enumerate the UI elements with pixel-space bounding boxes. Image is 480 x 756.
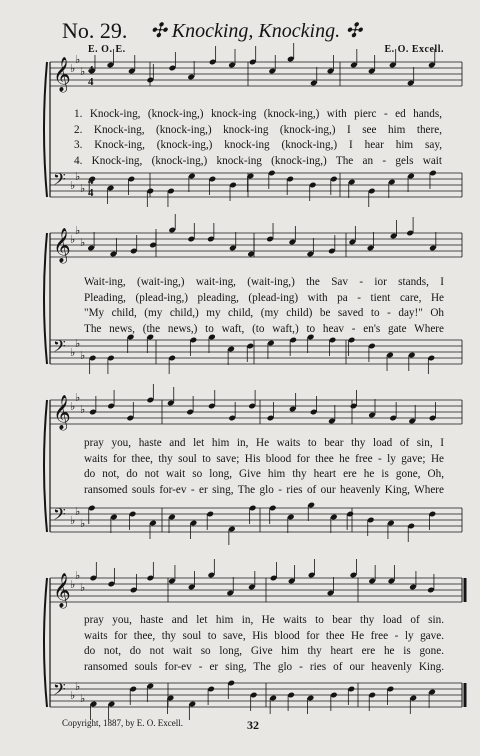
flat-icon: ♭	[75, 171, 81, 183]
flat-icon: ♭	[80, 404, 86, 416]
treble-clef-icon: 𝄞	[53, 228, 71, 263]
flat-icon: ♭	[70, 234, 76, 246]
lyric-text: "My child, (my child,) my child, (my child) be saved to - day!" Oh	[84, 307, 444, 319]
lyric-text: 3. Knock-ing, (knock-ing,) knock-ing (knock-ing,) I hear him say,	[74, 139, 442, 151]
lyric-text: do not, do not wait so long, Give him thy heart ere he is gone.	[84, 645, 444, 657]
lyric-text: waits for thee, thy soul to save; His blood for thee he free - ly gave; He	[84, 452, 444, 465]
flat-icon: ♭	[75, 570, 81, 582]
lyric-text: 1. Knock-ing, (knock-ing,) knock-ing (knock-ing,) with pierc - ed hands,	[74, 108, 442, 120]
flat-icon: ♭	[80, 350, 86, 362]
hymn-number: No. 29.	[62, 18, 128, 43]
flat-icon: ♭	[80, 582, 86, 594]
lyric-text: pray you, haste and let him in, He waits to bear thy load of sin, I	[84, 437, 444, 449]
lyric-text: pray you, haste and let him in, He waits to bear thy load of sin.	[84, 614, 444, 626]
brace-icon	[44, 62, 47, 197]
flat-icon: ♭	[75, 338, 81, 350]
flat-icon: ♭	[70, 180, 76, 192]
brace-icon	[44, 578, 47, 707]
flat-icon: ♭	[75, 225, 81, 237]
page-number: 32	[247, 718, 259, 732]
lyric-text: ransomed souls for-ev - er sing, The glo - ries of our heavenly King, Where	[84, 483, 444, 496]
bass-clef-icon: 𝄢	[53, 169, 66, 193]
ornament-left-icon: ✣	[150, 20, 167, 42]
flat-icon: ♭	[70, 690, 76, 702]
lyric-text: 4. Knock-ing, (knock-ing,) knock-ing (knock-ing,) The an - gels wait	[74, 154, 442, 167]
lyric-text: The news, (the news,) to waft, (to waft,) to heav - en's gate Where	[84, 322, 444, 335]
time-signature-top: 4	[88, 175, 94, 187]
flat-icon: ♭	[70, 515, 76, 527]
flat-icon: ♭	[75, 54, 81, 66]
brace-icon	[44, 233, 47, 364]
lyric-text: Pleading, (plead-ing,) pleading, (plead-ing) with pa - tient care, He	[84, 291, 444, 304]
flat-icon: ♭	[70, 63, 76, 75]
flat-icon: ♭	[70, 347, 76, 359]
copyright-notice: Copyright, 1887, by E. O. Excell.	[62, 718, 183, 728]
flat-icon: ♭	[80, 693, 86, 705]
lyric-text: 2. Knock-ing, (knock-ing,) knock-ing (knock-ing,) I see him there,	[74, 123, 442, 136]
flat-icon: ♭	[80, 237, 86, 249]
hymn-title-text: Knocking, Knocking.	[171, 20, 341, 42]
flat-icon: ♭	[80, 183, 86, 195]
lyric-text: do not, do not wait so long, Give him thy heart ere he is gone, Oh,	[84, 468, 444, 480]
lyric-text: ransomed souls for-ev - er sing, The glo - ries of our heavenly King.	[84, 660, 444, 673]
time-signature-bottom: 4	[88, 76, 94, 88]
flat-icon: ♭	[75, 681, 81, 693]
time-signature-top: 4	[88, 64, 94, 76]
music-credit: E. O. Excell.	[384, 44, 444, 55]
bass-clef-icon: 𝄢	[53, 679, 66, 703]
flat-icon: ♭	[75, 392, 81, 404]
bass-clef-icon: 𝄢	[53, 504, 66, 528]
flat-icon: ♭	[80, 518, 86, 530]
brace-icon	[44, 400, 47, 532]
treble-clef-icon: 𝄞	[53, 57, 71, 92]
ornament-right-icon: ✣	[345, 20, 362, 42]
flat-icon: ♭	[75, 506, 81, 518]
lyric-text: waits for thee, thy soul to save, His blood for thee He free - ly gave.	[84, 629, 444, 642]
flat-icon: ♭	[70, 579, 76, 591]
treble-clef-icon: 𝄞	[53, 395, 71, 430]
flat-icon: ♭	[80, 66, 86, 78]
bass-clef-icon: 𝄢	[53, 336, 66, 360]
lyric-text: Wait-ing, (wait-ing,) wait-ing, (wait-ing,) the Sav - ior stands, I	[84, 276, 444, 288]
words-credit: E. O. E.	[88, 44, 126, 55]
time-signature-bottom: 4	[88, 187, 94, 199]
flat-icon: ♭	[70, 401, 76, 413]
treble-clef-icon: 𝄞	[53, 573, 71, 608]
